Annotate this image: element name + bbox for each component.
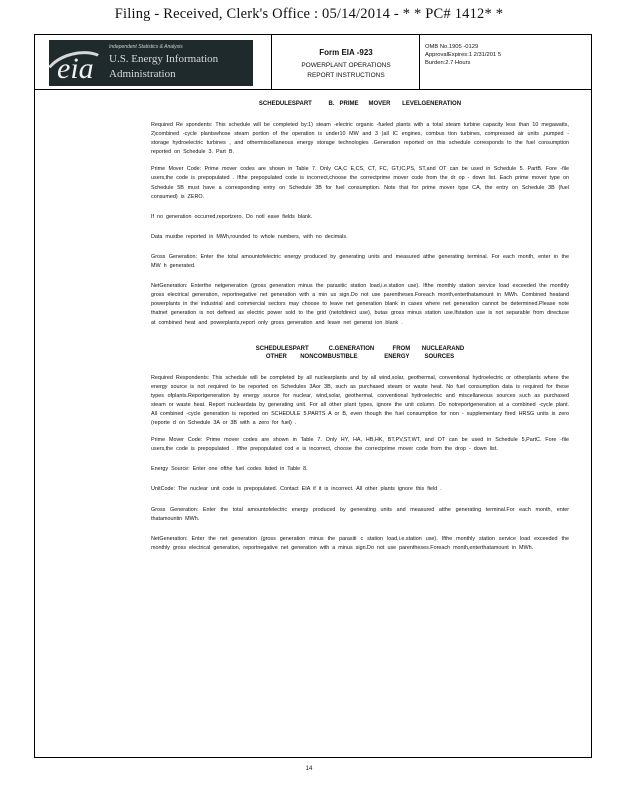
instruction-page [34, 34, 592, 758]
section-b-heading: SCHEDULESPART B. PRIME MOVER LEVELGENERATION [258, 101, 462, 107]
form-subtitle [279, 61, 413, 81]
section-c-heading-line1: SCHEDULESPART C.GENERATION FROM NUCLEARAND [255, 345, 465, 352]
omb-number: OMB No.1905 -0129 [425, 44, 479, 50]
section-c-energy-source: Energy Source: Enter one ofthe fuel codes listed in Table 8. [151, 466, 308, 473]
instructions-body [151, 101, 569, 553]
form-header [35, 35, 591, 90]
section-b-net-generation: NetGeneration: Enterthe netgeneration (gross generation minus the parasitic station load,i.e.station use). Ifthe monthly station service load exceeded the monthly gross electrical generation, reportnegative net generation with a min us sign.Do not use parentheses.Foreach month,enterthatamount in MWh. Combined heatand powerplants in the industrial and commercial sectors may choose to leave net generation blank in cases where net generation cannot be determined.Please note thatnet generation is not defined as electric power sold to the grid (netofdirect use), butas gross minus station use.Ifstation use is not separable from directuse at combined heat and powerplants,report only gross generation and leave net generat ion blank . [151, 283, 569, 326]
section-c-unit-code: UnitCode: The nuclear unit code is prepopulated. Contact EIA if it is incorrect. All other plants ignore this field . [151, 486, 442, 493]
section-b-prime-mover-code: Prime Mover Code: Prime mover codes are shown in Table 7. Only CA,C E,CS, CT, FC, GT,IC,PS, ST,and OT can be used in Schedule 5. PartB. Fore -file users,the code is prepopulated . Ifthe prepopulated code is incorrect,choose the correctprime mover code from the dr op - down list. Each prime mover type on Schedule 5B must have a corresponding entry on Schedule 3B for fuel consumption. Note that for prime mover type CA, the entry on Schedule 3B (fuel consumed) is ZERO. [151, 166, 569, 200]
form-title: Form EIA -923 [319, 48, 373, 57]
page-number: 14 [305, 766, 313, 772]
header-divider [419, 35, 420, 89]
logo-org-line2: Administration [109, 68, 176, 80]
burden: Burden:2.7 Hours [425, 60, 471, 66]
omb-info [425, 43, 585, 67]
logo-mark: eia [57, 52, 94, 85]
eia-logo [49, 40, 253, 86]
section-b-no-generation: If no generation occurred,reportzero. Do notl eave fields blank. [151, 213, 313, 220]
section-b-gross-generation: Gross Generation: Enter the total amountofelectric energy produced by generating units and measured atthe generating terminal. For each month, enter in the MW h generated. [151, 253, 569, 270]
section-c-required-respondents: Required Respondents: This schedule will be completed by all nuclearplants and by all wind,solar, geothermal, conventional hydroelectric or otherplants where the energy source is not required to be reported on Schedules 3Aor 3B, such as purchased steam or waste heat. No fuel consumption data is required for these types ofplants.Reportgeneration by energy source for nuclear, wind,solar, geothermal, conventional hydroelectric and miscellaneous sources such as purchased steam or waste heat. Report nucleardata by generating unit. For all other plant types, ignore the unit column. Do notreportgeneration at a combined -cycle plant. All combined -cycle generation is reported on SCHEDULE 5.PARTS A or B, even though the fuel consumption for non - supplementary fired HRSG units is zero (reporte d on Schedule 3A or 3B with a zero for fuel) . [151, 374, 569, 427]
filing-stamp: Filing - Received, Clerk's Office : 05/14/2014 - * * PC# 1412* * [114, 6, 504, 22]
section-b-required-respondents: Required Re spondents: This schedule will be completed by:1) steam -electric organic -fueled plants with a total steam turbine capacity less than 10 megawatts, 2)combined -cycle plantswhose steam portion of the operation is under10 MW and 3 )all IC engines, combus tion turbines, compressed air units ,pumped -storage hydroelectric turbines , and othermiscellaneous energy storage technologies .Generation reported on this schedule corresponds to the fuel consumption reported on Schedule 3. Part B. [151, 122, 569, 156]
section-c-prime-mover-code: Prime Mover Code: Prime mover codes are shown in Table 7. Only HY, HA, HB,HK, BT,PV,ST,WT, and OT can be used in Schedule 5,PartC. Fore -file users,the code is prepopulated . Ifthe prepopulated cod e is incorrect, choose the correctprime mover code from the drop - down list. [151, 437, 569, 453]
section-c-net-generation: NetGeneration: Enter the net generation (gross generation minus the parasiti c station load,i.e.station use). Ifthe monthly station service load exceeded the monthly gross electrical generation, reportnegative net generation with a minus sign.Do not use parentheses.Foreach month,enterthatamount in MWh. [151, 535, 569, 551]
header-divider [271, 35, 272, 89]
section-c-heading-line2: OTHER NONCOMBUSTIBLE ENERGY SOURCES [265, 353, 455, 360]
form-subtitle-line2: REPORT INSTRUCTIONS [307, 72, 385, 79]
logo-tagline: Independent Statistics & Analysis [109, 44, 183, 50]
section-b-data-reported: Data mustbe reported in MWh,rounded to whole numbers, with no decimals. [151, 233, 348, 240]
section-c-gross-generation: Gross Generation: Enter the total amountofelectric energy produced by generating units and measured atthe generating terminal.For each month, enter thatamountin MWh. [151, 506, 569, 522]
form-subtitle-line1: POWERPLANT OPERATIONS [301, 62, 391, 69]
approval-expires: ApprovalExpires:1 2/31/201 5 [425, 52, 502, 58]
logo-org-line1: U.S. Energy Information [109, 53, 219, 65]
